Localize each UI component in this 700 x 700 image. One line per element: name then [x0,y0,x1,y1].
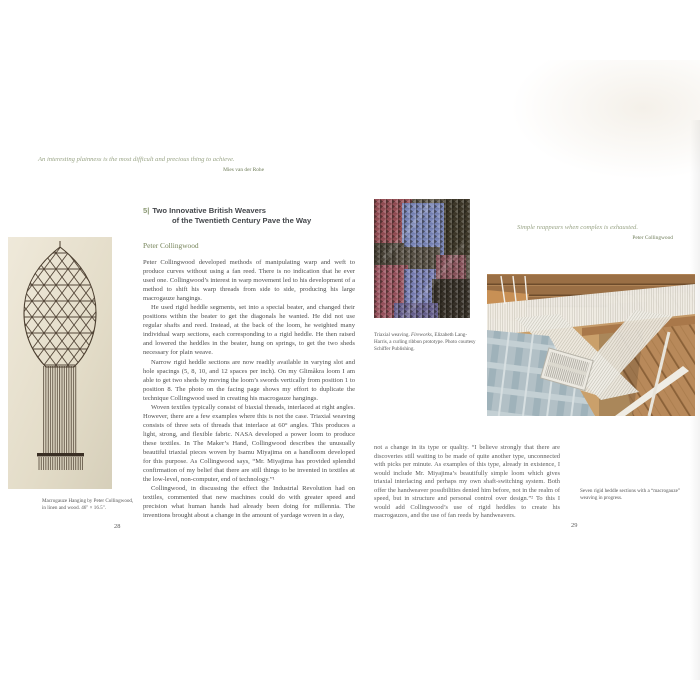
chapter-title-line1 [143,206,311,216]
macrogauze-hanging-illustration [8,237,112,489]
chapter-heading [143,206,311,226]
body-paragraph: Collingwood, in discussing the effect the Industrial Revolution had on textiles, commented that new machines could do with greater speed and precision what human hands had already been doing for millennia. The inventions brought about a change in the amount of yardage woven in a day, [143,485,355,520]
macrogauze-hanging-photo [8,237,112,489]
macrogauze-photo-caption: Macrogauze Hanging by Peter Collingwood, in linen and wood. 46" × 16.5". [42,498,134,511]
body-paragraph: Woven textiles typically consist of biaxial threads, interlaced at right angles. However, there are a few examples where this is not the case. Triaxial weaving consists of three sets of threads that interlace at 60° angles. This produces a light, strong, and flexible fabric. NASA developed a power loom to produce these textiles. In The Maker’s Hand, Collingwood describes the unusually beautiful triaxial pieces woven by Isamu Miyajima on a handloom developed for this purpose. As Collingwood says, “Mr. Miyajima has provided splendid confirmation of my belief that there are still things to be invented in textiles at the low-level, non-computer, end of technology.”¹ [143,403,355,484]
epigraph-attribution-right: Peter Collingwood [632,235,673,241]
chapter-title-line2: of the Twentieth Century Pave the Way [172,216,312,225]
epigraph-attribution-left: Mies van der Rohe [223,167,264,173]
triaxial-weaving-photo [374,199,470,318]
epigraph-quote-left: An interesting plainness is the most difficult and precious thing to achieve. [38,156,235,163]
body-paragraph: Narrow rigid heddle sections are now readily available in varying slot and hole spacings (5, 8, 10, and 12 spaces per inch). On my Glimåkra loom I am able to get two sheds by moving the loom’s swords vertically from position 1 to position 8. The photo on the facing page shows my effort to duplicate the technique Collingwood used in creating his macrogauze hangings. [143,358,355,402]
triaxial-photo-caption [374,332,478,353]
chapter-title-text: Two Innovative British Weavers [152,206,267,215]
body-paragraph: He used rigid heddle segments, set into a special beater, and changed their positions within the beater to get the diagonals he wanted. He did not use regular shafts and reed. Instead, at the back of the loom, he weighted many individual warp sections, each corresponding to a rigid heddle. He then raised and lowered the heddles in the beater, hung on springs, to get the two sheds necessary for plain weave. [143,304,355,357]
page-number-right: 29 [571,522,578,529]
right-page-body-text: not a change in its type or quality. “I believe strongly that there are discoveries still waiting to be made of quite another type, unconnected with picks per minute. As examples of this type, already in existence, I would include Mr. Miyajima’s beautifully simple loom which gives triaxial interlacing and perhaps my own shaft-switching system. Both offer the handweaver possibilities denied him before, not in the realm of speed, but in structure and personal control over design.”² To this I would add Collingwood’s use of rigid heddles to create his macrogauzes, and the use of fan reeds by handweavers. [374,444,560,519]
artwork-title: Fireworks [411,332,432,338]
caption-text: Triaxial weaving. [374,332,412,338]
epigraph-quote-right: Simple reappears when complex is exhausted. [517,224,638,231]
page-corner-shading [510,60,700,180]
chapter-number: 5| [143,206,150,215]
triaxial-weaving-illustration [374,199,470,318]
left-page-body-text [143,258,355,520]
body-paragraph: Peter Collingwood developed methods of manipulating warp and weft to produce curves without using a fan reed. There is no indication that he ever used one. Collingwood’s interest in warp movement led to his development of a method to shift his warp threads from side to side, producing his large macrogauze hangings. [143,259,355,303]
loom-weaving-illustration [487,274,695,416]
loom-photo-caption: Seven rigid heddle sections with a “macrogauze” weaving in progress. [580,488,681,501]
section-heading-peter-collingwood: Peter Collingwood [143,241,199,250]
page-number-left: 28 [114,523,121,530]
caption-text: , Elizabeth Lang-Harris, a curling ribbon prototype. Photo courtesy Schiffer Publishing. [374,332,476,352]
loom-weaving-photo [487,274,695,416]
